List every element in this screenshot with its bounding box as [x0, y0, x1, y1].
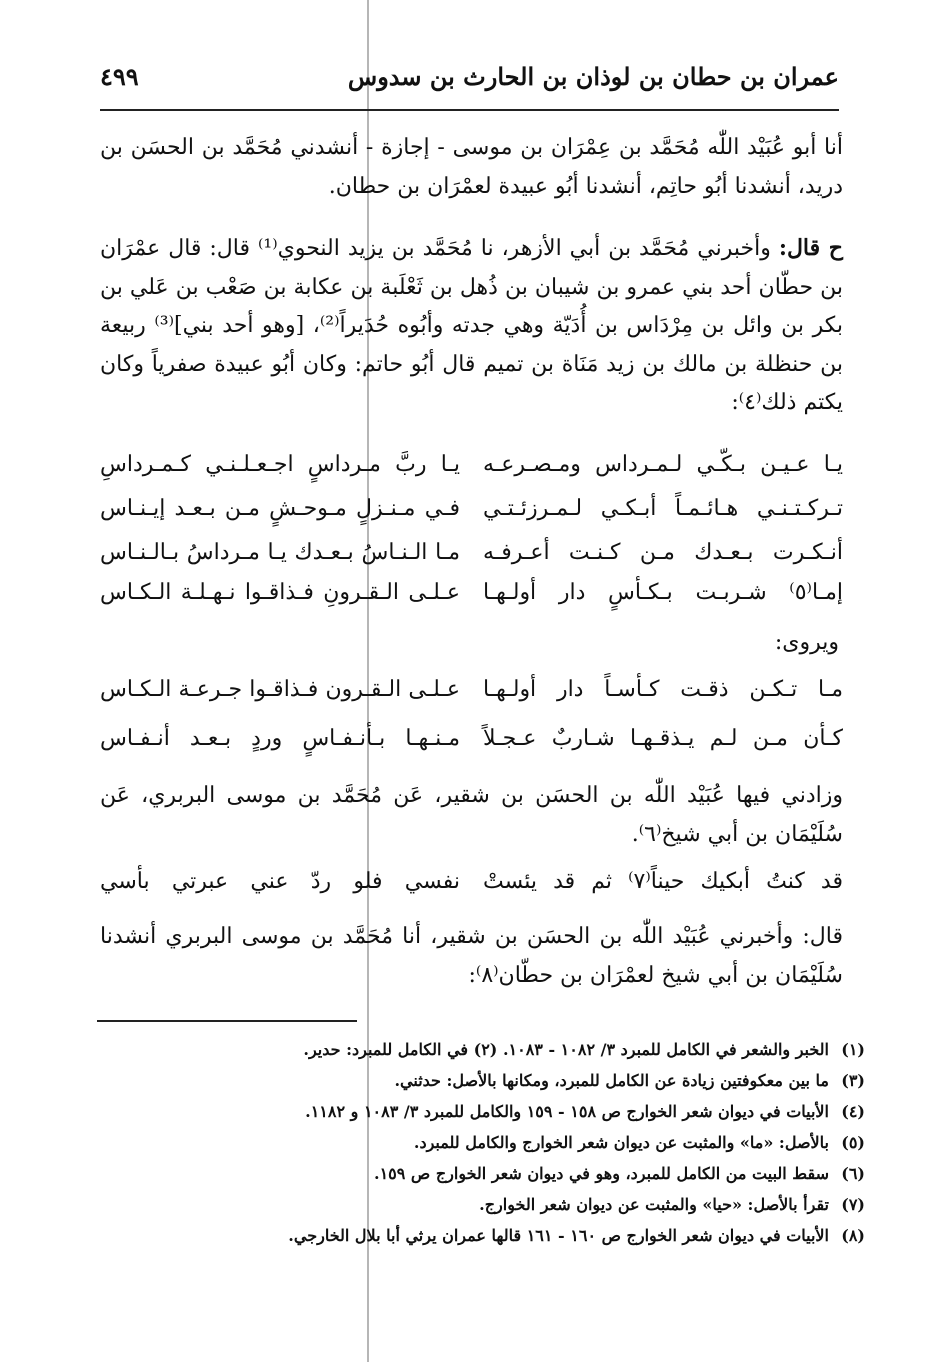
- verse-line: [100, 445, 843, 485]
- footnote: [100, 1096, 865, 1127]
- verse-second-hemistich: عـلـى الـقـرون فـذاقـوا جـرعـة الـكـاس: [100, 677, 460, 702]
- variant-reading-label: ويروى:: [774, 630, 839, 655]
- verse-first-hemistich: يـا عـيـن بـكّـي لـمـرداس ومـصـرعـه: [483, 452, 843, 477]
- verse-second-hemistich: مـا الـنـاسُ بـعـدك يـا مـرداسُ بـالـنـاس: [100, 540, 460, 565]
- footnote-number: (٤): [841, 1102, 865, 1121]
- paragraph-2-text: وأخبرني مُحَمَّد بن أبي الأزهر، نا مُحَمَّد بن يزيد النحوي⁽¹⁾ قال: قال عمْرَان بن حطّان أحد بني عمرو بن شيبان بن ذُهل بن ثَعْلَبة بن عكابة بن صَعْب بن عَلي بن بكر بن وائل بن مِرْدَاس بن أُدَيّة وهي جدته وأبُوه حُدَيراً⁽²⁾، [وهو أحد بني]⁽³⁾ ربيعة بن حنظلة بن مالك بن زيد مَنَاة بن تميم قال أبُو حاتم: وكان أبُو عبيدة صفرياً وكان يكتم ذلك⁽٤⁾:: [100, 236, 843, 415]
- footnote-text: الأبيات في ديوان شعر الخوارج ص ١٥٨ - ١٥٩ والكامل للمبرد ٣/ ١٠٨٣ و ١١٨٢.: [305, 1102, 829, 1121]
- footnote-text: الأبيات في ديوان شعر الخوارج ص ١٦٠ - ١٦١ قالها عمران يرثي أبا بلال الخارجي.: [288, 1226, 829, 1245]
- footnote: [100, 1065, 865, 1096]
- paragraph-3: وزادني فيها عُبَيْد اللّٰه بن الحسَن بن شقير، عَن مُحَمَّد بن موسى البربري، عَن سُلَيْمَان بن أبي شيخ⁽٦⁾.: [100, 783, 843, 847]
- paragraph-2-lead: ح قال:: [778, 235, 843, 261]
- verse-line: [100, 670, 843, 710]
- footnote-number: (٥): [841, 1133, 865, 1152]
- verse-first-hemistich: مـا تـكـن ذقـت كـأسـاً دار أولـهـا: [483, 677, 843, 702]
- footnote-number: (٣): [841, 1071, 865, 1090]
- verse-second-hemistich: مـنـهـا بـأنـفـاسٍ وردٍ بـعـد أنـفـاس: [100, 726, 460, 751]
- verse-second-hemistich: عـلـى الـقـرونِ فـذاقـوا نـهـلـة الـكـاس: [100, 580, 460, 605]
- header-rule: [100, 109, 839, 111]
- footnote-text: تقرأ بالأصل: «حيا» والمثبت عن ديوان شعر الخوارج.: [479, 1195, 829, 1214]
- verse-first-hemistich: أنـكـرت بـعـدك مـن كـنـت أعـرفـه: [483, 540, 843, 565]
- footnote: [100, 1158, 865, 1189]
- verse-line: [100, 862, 843, 902]
- verse-first-hemistich: تـركـتـنـي هـائـمـاً أبـكـي لـمـرزئـتـي: [483, 496, 843, 521]
- footnote-text: ما بين معكوفتين زيادة عن الكامل للمبرد، ومكانها بالأصل: حدثني.: [394, 1071, 829, 1090]
- verse-line: [100, 489, 843, 529]
- footnote-text: الخبر والشعر في الكامل للمبرد ٣/ ١٠٨٢ - ١٠٨٣. (٢) في الكامل للمبرد: حدير.: [303, 1040, 829, 1059]
- verse-first-hemistich: إمـا⁽٥⁾ شـربـت بـكـأسٍ دار أولـهـا: [483, 580, 843, 605]
- verse-first-hemistich: كـأن مـن لـم يـذقـهـا شـاربٌ عـجـلاً: [483, 726, 843, 751]
- page-header: [100, 62, 839, 102]
- verse-line: [100, 719, 843, 759]
- footnotes: [100, 1034, 865, 1251]
- footnote: [100, 1189, 865, 1220]
- footnote-number: (١): [841, 1040, 865, 1059]
- verse-second-hemistich: فـي مـنـزلٍ مـوحـشٍ مـن بـعـد إيـنـاس: [100, 496, 460, 521]
- footnote: [100, 1220, 865, 1251]
- footnote-rule: [97, 1020, 357, 1022]
- paragraph-1: أنا أبو عُبَيْد اللّٰه مُحَمَّد بن عِمْرَان بن موسى - إجازة - أنشدني مُحَمَّد بن الحسَن بن دريد، أنشدنا أبُو حاتِم، أنشدنا أبُو عبيدة لعمْرَان بن حطان.: [100, 135, 843, 199]
- verse-second-hemistich: يـا ربَّ مـرداسٍ اجـعـلـنـي كـمـرداسِ: [100, 452, 460, 477]
- paragraph-4: قال: وأخبرني عُبَيْد اللّٰه بن الحسَن بن شقير، أنا مُحَمَّد بن موسى البربري أنشدنا سُلَيْمَان بن أبي شيخ لعمْرَان بن حطّان⁽٨⁾:: [100, 924, 843, 988]
- verse-line: [100, 533, 843, 573]
- verse-second-hemistich: نفسي فلو ردّ عني عبرتي بأسي: [100, 869, 460, 894]
- footnote-text: سقط البيت من الكامل للمبرد، وهو في ديوان شعر الخوارج ص ١٥٩.: [373, 1164, 829, 1183]
- verse-line: [100, 573, 843, 613]
- footnote-number: (٨): [841, 1226, 865, 1245]
- footnote-text: بالأصل: «ما» والمثبت عن ديوان شعر الخوارج والكامل للمبرد.: [413, 1133, 829, 1152]
- running-title: عمران بن حطان بن لوذان بن الحارث بن سدوس: [347, 62, 839, 91]
- footnote-number: (٦): [841, 1164, 865, 1183]
- verse-first-hemistich: قد كنتُ أبكيك حيناً⁽٧⁾ ثم قد يئستْ: [483, 869, 843, 894]
- footnote: [100, 1034, 865, 1065]
- footnote: [100, 1127, 865, 1158]
- page-number: ٤٩٩: [100, 62, 139, 91]
- footnote-number: (٧): [841, 1195, 865, 1214]
- paragraph-2: [100, 229, 843, 423]
